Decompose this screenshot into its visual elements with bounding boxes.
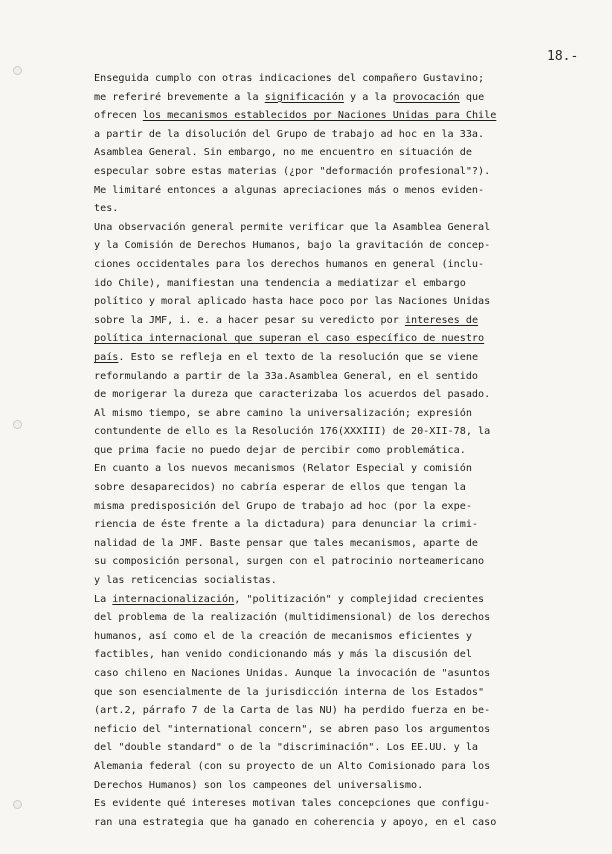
text-line: que son esencialmente de la jurisdicción interna de los Estados": [94, 686, 485, 698]
text-line: Derechos Humanos) son los campeones del universalismo.: [94, 779, 424, 791]
text-line: factibles, han venido condicionando más y más la discusión del: [94, 649, 472, 661]
text-line: del problema de la realización (multidimensional) de los derechos: [94, 612, 491, 624]
punch-hole-mark: [13, 420, 22, 429]
text-line: misma predisposición del Grupo de trabajo ad hoc (por la expe-: [94, 500, 472, 512]
text-line: reformulando a partir de la 33a.Asamblea General, en el sentido: [94, 370, 479, 382]
text-line: En cuanto a los nuevos mecanismos (Relator Especial y comisión: [94, 463, 472, 475]
punch-hole-mark: [13, 800, 22, 809]
text-line: de morigerar la dureza que caracterizaba los acuerdos del pasado.: [94, 389, 491, 401]
text-line: sobre la JMF, i. e. a hacer pesar su veredicto por intereses de: [94, 314, 479, 326]
text-line: a partir de la disolución del Grupo de trabajo ad hoc en la 33a.: [94, 128, 485, 140]
text-line: especular sobre estas materias (¿por "deformación profesional"?).: [94, 165, 491, 177]
text-line: ciones occidentales para los derechos humanos en general (inclu-: [94, 258, 485, 270]
text-line: ofrecen los mecanismos establecidos por Naciones Unidas para Chile: [94, 110, 497, 122]
text-line: Al mismo tiempo, se abre camino la universalización; expresión: [94, 407, 472, 419]
text-line: Alemania federal (con su proyecto de un Alto Comisionado para los: [94, 760, 491, 772]
underlined-text: provocación: [392, 91, 460, 103]
underlined-text: internacionalización: [112, 593, 235, 605]
underlined-text: país: [94, 351, 119, 363]
text-line: humanos, así como el de la creación de mecanismos eficientes y: [94, 630, 472, 642]
text-line: que prima facie no puedo dejar de percibir como problemática.: [94, 444, 466, 456]
text-line: Enseguida cumplo con otras indicaciones del compañero Gustavino;: [94, 73, 485, 84]
text-line: tes.: [94, 203, 119, 215]
text-line: Es evidente qué intereses motivan tales concepciones que configu-: [94, 798, 491, 810]
text-line: ran una estrategia que ha ganado en coherencia y apoyo, en el caso: [94, 816, 497, 828]
text-line: país. Esto se refleja en el texto de la resolución que se viene: [94, 351, 479, 363]
text-line: caso chileno en Naciones Unidas. Aunque la invocación de "asuntos: [94, 668, 491, 679]
text-line: neficio del "international concern", se abren paso los argumentos: [94, 723, 491, 735]
punch-hole-mark: [13, 66, 22, 75]
text-line: y la Comisión de Derechos Humanos, bajo la gravitación de concep-: [94, 240, 491, 252]
typed-body-text: [94, 70, 594, 832]
text-line: Asamblea General. Sin embargo, no me encuentro en situación de: [94, 147, 472, 159]
underlined-text: política internacional que superan el caso específico de nuestro: [94, 333, 485, 345]
text-line: Una observación general permite verificar que la Asamblea General: [94, 221, 491, 233]
page-number: 18.-: [547, 49, 579, 64]
underlined-text: los mecanismos establecidos por Naciones Unidas para Chile: [142, 110, 497, 122]
text-line: nalidad de la JMF. Baste pensar que tales mecanismos, aparte de: [94, 537, 479, 549]
text-line: y las reticencias socialistas.: [94, 575, 277, 587]
text-line: [94, 330, 594, 349]
text-line: contundente de ello es la Resolución 176(XXXIII) de 20-XII-78, la: [94, 426, 491, 438]
text-line: político y moral aplicado hasta hace poco por las Naciones Unidas: [94, 296, 491, 308]
underlined-text: intereses de: [404, 314, 479, 326]
text-line: sobre desaparecidos) no cabría esperar de ellos que tengan la: [94, 482, 466, 494]
text-line: su composición personal, surgen con el patrocinio norteamericano: [94, 556, 485, 568]
text-line: riencia de éste frente a la dictadura) para denunciar la crimi-: [94, 519, 479, 531]
text-line: Me limitaré entonces a algunas apreciaciones más o menos eviden-: [94, 184, 485, 196]
text-line: (art.2, párrafo 7 de la Carta de las NU) ha perdido fuerza en be-: [94, 705, 491, 717]
text-line: me referiré brevemente a la significación y a la provocación que: [94, 91, 485, 103]
underlined-text: significación: [264, 91, 344, 103]
text-line: ido Chile), manifiestan una tendencia a mediatizar el embargo: [94, 277, 466, 289]
text-line: del "double standard" o de la "discriminación". Los EE.UU. y la: [94, 742, 479, 754]
text-line: La internacionalización, "politización" y complejidad crecientes: [94, 593, 485, 605]
